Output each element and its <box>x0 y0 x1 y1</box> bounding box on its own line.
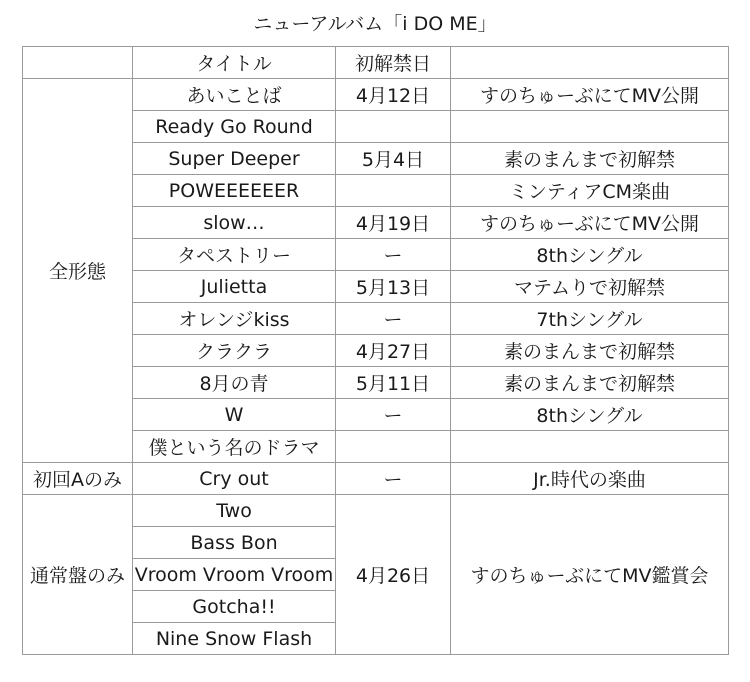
song-title: Cry out <box>133 463 336 495</box>
song-title: オレンジkiss <box>133 303 336 335</box>
release-date: 5月11日 <box>336 367 451 399</box>
song-title: Super Deeper <box>133 143 336 175</box>
song-title: POWEEEEEER <box>133 175 336 207</box>
song-title: slow… <box>133 207 336 239</box>
release-date: 4月26日 <box>336 495 451 655</box>
song-title: Nine Snow Flash <box>133 623 336 655</box>
header-blank-cell <box>23 47 133 79</box>
note: すのちゅーぶにてMV公開 <box>451 207 729 239</box>
note: すのちゅーぶにてMV公開 <box>451 79 729 111</box>
note: 8thシングル <box>451 239 729 271</box>
song-title: Two <box>133 495 336 527</box>
group-label-first-a: 初回Aのみ <box>23 463 133 495</box>
song-title: クラクラ <box>133 335 336 367</box>
release-date: 4月19日 <box>336 207 451 239</box>
header-title: タイトル <box>133 47 336 79</box>
note: 素のまんまで初解禁 <box>451 335 729 367</box>
note: すのちゅーぶにてMV鑑賞会 <box>451 495 729 655</box>
album-table <box>22 46 729 655</box>
note: 素のまんまで初解禁 <box>451 367 729 399</box>
note: Jr.時代の楽曲 <box>451 463 729 495</box>
release-date: ー <box>336 239 451 271</box>
header-release-date: 初解禁日 <box>336 47 451 79</box>
song-title: Bass Bon <box>133 527 336 559</box>
release-date <box>336 175 451 207</box>
song-title: タペストリー <box>133 239 336 271</box>
song-title: Julietta <box>133 271 336 303</box>
song-title: 僕という名のドラマ <box>133 431 336 463</box>
group-label-regular: 通常盤のみ <box>23 495 133 655</box>
release-date: ー <box>336 303 451 335</box>
page-title: ニューアルバム「i DO ME」 <box>253 13 497 35</box>
song-title: あいことば <box>133 79 336 111</box>
release-date: ー <box>336 463 451 495</box>
note <box>451 431 729 463</box>
release-date: ー <box>336 399 451 431</box>
release-date: 5月4日 <box>336 143 451 175</box>
note: ミンティアCM楽曲 <box>451 175 729 207</box>
header-note <box>451 47 729 79</box>
song-title: Ready Go Round <box>133 111 336 143</box>
release-date: 4月12日 <box>336 79 451 111</box>
release-date <box>336 431 451 463</box>
table-row <box>23 495 729 527</box>
note: 素のまんまで初解禁 <box>451 143 729 175</box>
song-title: W <box>133 399 336 431</box>
note: 7thシングル <box>451 303 729 335</box>
song-title: Gotcha!! <box>133 591 336 623</box>
release-date: 4月27日 <box>336 335 451 367</box>
note <box>451 111 729 143</box>
table-row <box>23 79 729 111</box>
note: 8thシングル <box>451 399 729 431</box>
group-label-all: 全形態 <box>23 79 133 463</box>
table-row <box>23 463 729 495</box>
release-date: 5月13日 <box>336 271 451 303</box>
song-title: 8月の青 <box>133 367 336 399</box>
note: マテムりで初解禁 <box>451 271 729 303</box>
release-date <box>336 111 451 143</box>
song-title: Vroom Vroom Vroom <box>133 559 336 591</box>
header-row <box>23 47 729 79</box>
